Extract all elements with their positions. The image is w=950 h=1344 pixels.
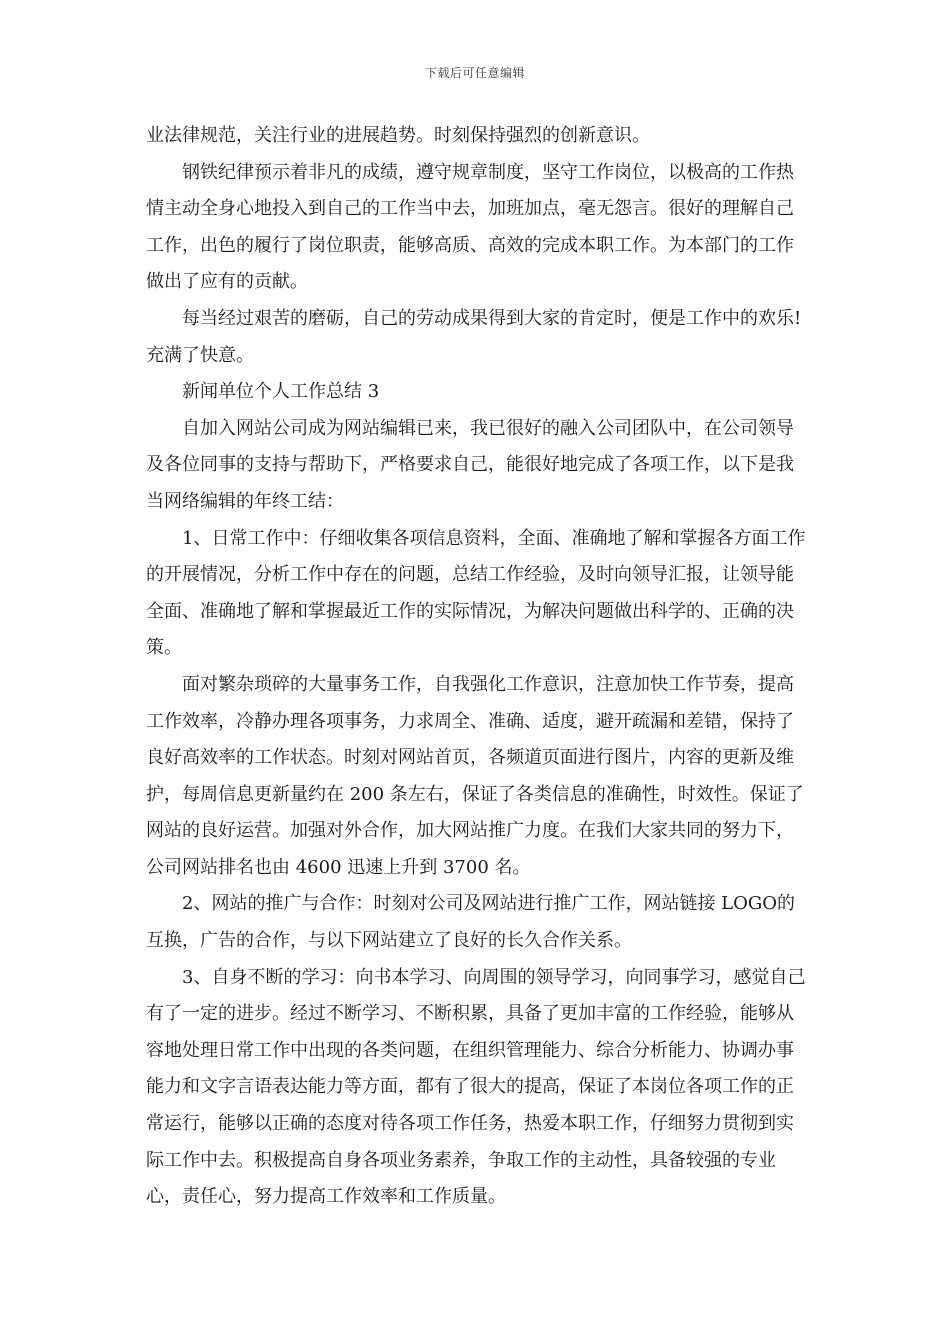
page-header: 下载后可任意编辑: [424, 66, 525, 80]
paragraph-intro: 自加入网站公司成为网站编辑已来，我已很好的融入公司团队中，在公司领导及各位同事的支持与帮助下，严格要求自己，能很好地完成了各项工作，以下是我当网络编辑的年终工结：: [146, 417, 794, 512]
paragraph-joy: 每当经过艰苦的磨砺，自己的劳动成果得到大家的肯定时，便是工作中的欢乐!充满了快意。: [146, 307, 802, 366]
paragraph-item-1: 1、日常工作中：仔细收集各项信息资料，全面、准确地了解和掌握各方面工作的开展情况，分析工作中存在的问题，总结工作经验，及时向领导汇报，让领导能全面、准确地了解和掌握最近工作的实际情况，为解决问题做出科学的、正确的决策。: [146, 527, 806, 659]
document-body: [146, 118, 808, 1216]
paragraph-continuation: 业法律规范，关注行业的进展趋势。时刻保持强烈的创新意识。: [146, 125, 650, 146]
section-heading: 新闻单位个人工作总结 3: [182, 381, 380, 403]
paragraph-item-3: 3、自身不断的学习：向书本学习、向周围的领导学习，向同事学习，感觉自己有了一定的进步。经过不断学习、不断积累，具备了更加丰富的工作经验，能够从容地处理日常工作中出现的各类问题，在组织管理能力、综合分析能力、协调办事能力和文字言语表达能力等方面，都有了很大的提高，保证了本岗位各项工作的正常运行，能够以正确的态度对待各项工作任务，热爱本职工作，仔细努力贯彻到实际工作中去。积极提高自身各项业务素养，争取工作的主动性，具备较强的专业心，责任心，努力提高工作效率和工作质量。: [146, 966, 806, 1208]
paragraph-item-2: 2、网站的推广与合作：时刻对公司及网站进行推广工作，网站链接 LOGO的互换，广告的合作，与以下网站建立了良好的长久合作关系。: [146, 893, 796, 952]
paragraph-discipline: 钢铁纪律预示着非凡的成绩，遵守规章制度，坚守工作岗位，以极高的工作热情主动全身心地投入到自己的工作当中去，加班加点，毫无怨言。很好的理解自己工作，出色的履行了岗位职责，能够高质、高效的完成本职工作。为本部门的工作做出了应有的贡献。: [146, 161, 794, 293]
paragraph-efficiency: 面对繁杂琐碎的大量事务工作，自我强化工作意识，注意加快工作节奏，提高工作效率，冷静办理各项事务，力求周全、准确、适度，避开疏漏和差错，保持了良好高效率的工作状态。时刻对网站首页，各频道页面进行图片，内容的更新及维护，每周信息更新量约在 200 条左右，保证了各类信息的准确性，时效性。保证了网站的良好运营。加强对外合作，加大网站推广力度。在我们大家共同的努力下，公司网站排名也由 4600 迅速上升到 3700 名。: [146, 673, 804, 878]
